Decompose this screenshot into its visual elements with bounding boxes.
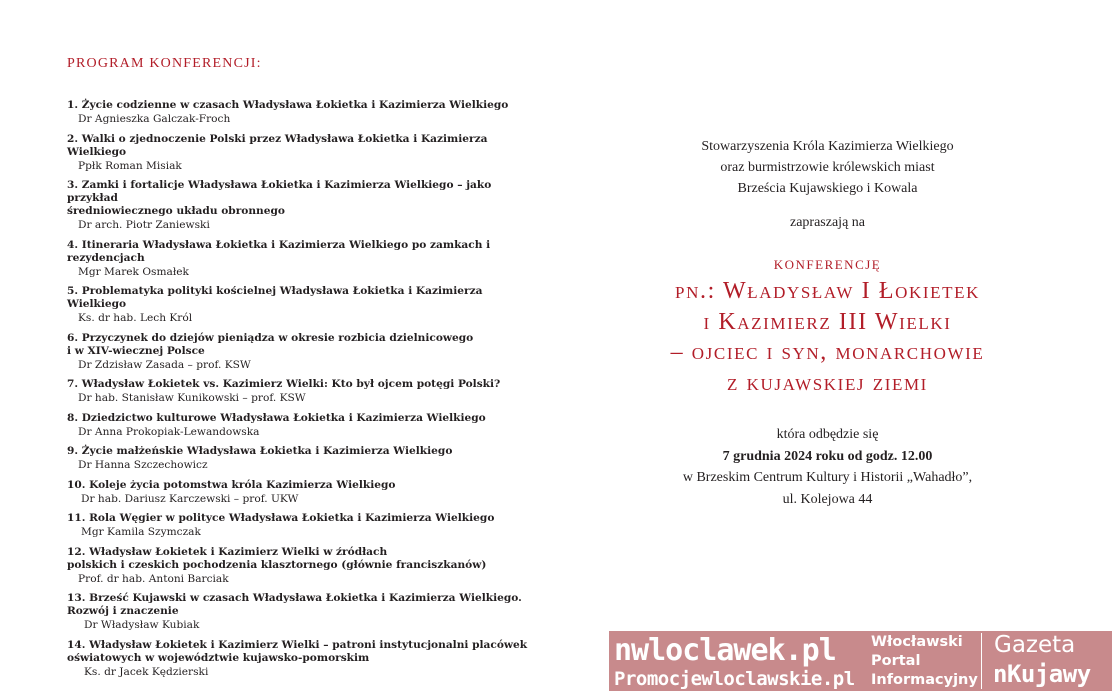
program-item-speaker: Dr hab. Stanisław Kunikowski – prof. KSW: [78, 392, 306, 404]
details-intro: która odbędzie się: [776, 427, 879, 442]
program-item-speaker: Dr Anna Prokopiak-Lewandowska: [78, 425, 260, 438]
event-venue: w Brzeskim Centrum Kultury i Historii „Wahadło”,: [682, 470, 973, 485]
organizer-line: Brześcia Kujawskiego i Kowala: [737, 181, 918, 196]
organizers: [630, 136, 1025, 199]
program-item-speaker: Mgr Kamila Szymczak: [81, 526, 201, 538]
program-heading: PROGRAM KONFERENCJI:: [67, 56, 262, 71]
program-item-speaker: Ppłk Roman Misiak: [78, 159, 182, 172]
banner-divider: [981, 633, 982, 689]
program-item-title: 4. Itineraria Władysława Łokietka i Kazimierza Wielkiego po zamkach i rezydencjach: [67, 238, 491, 264]
program-item-title: 7. Władysław Łokietek vs. Kazimierz Wielki: Kto był ojcem potęgi Polski?: [67, 378, 501, 390]
event-address: ul. Kolejowa 44: [782, 491, 873, 507]
program-item: [67, 133, 537, 173]
conference-title-line: – ojciec i syn, monarchowie: [670, 339, 985, 365]
program-item-title: 1. Życie codzienne w czasach Władysława Łokietka i Kazimierza Wielkiego: [67, 99, 509, 111]
program-item-title: 14. Władysław Łokietek i Kazimierz Wielki – patroni instytucjonalni placówek oświatowych w województwie kujawsko-pomorskim: [67, 638, 528, 664]
conference-title-line: z kujawskiej ziemi: [727, 369, 928, 396]
event-date: 7 grudnia 2024 roku od godz. 12.00: [722, 448, 933, 464]
conference-title-line: i Kazimierz III Wielki: [703, 308, 952, 335]
program-item-title: 2. Walki o zjednoczenie Polski przez Władysława Łokietka i Kazimierza Wielkiego: [67, 132, 488, 158]
program-item-title: 9. Życie małżeńskie Władysława Łokietka i Kazimierza Wielkiego: [67, 445, 453, 457]
program-item: [67, 479, 537, 506]
program-item-speaker: Dr Władysław Kubiak: [84, 619, 200, 631]
program-list: [67, 99, 537, 685]
program-item-speaker: Ks. dr hab. Lech Król: [78, 312, 193, 324]
program-item: [67, 285, 537, 325]
program-item: [67, 239, 537, 279]
program-item-title: 10. Koleje życia potomstwa króla Kazimierza Wielkiego: [67, 478, 396, 491]
program-item-speaker: Dr Agnieszka Galczak-Froch: [78, 113, 231, 125]
program-item: [67, 412, 537, 439]
program-item-title: 11. Rola Węgier w polityce Władysława Łokietka i Kazimierza Wielkiego: [67, 512, 495, 524]
program-item-title: 6. Przyczynek do dziejów pieniądza w okresie rozbicia dzielnicowego i w XIV-wiecznej Polsce: [67, 331, 474, 357]
portal-label-line: Portal: [871, 653, 921, 669]
program-item-title: 12. Władysław Łokietek i Kazimierz Wielki w źródłach polskich i czeskich pochodzenia klasztornego (głównie franciszkanów): [67, 545, 487, 571]
program-item-speaker: Dr Zdzisław Zasada – prof. KSW: [78, 358, 251, 371]
program-item: [67, 179, 537, 232]
program-item: [67, 639, 537, 679]
program-item-speaker: Prof. dr hab. Antoni Barciak: [78, 572, 229, 585]
site-name-nwloclawek: nwloclawek.pl: [614, 633, 836, 668]
organizer-line: Stowarzyszenia Króla Kazimierza Wielkiego: [701, 139, 954, 154]
invitation: [630, 136, 1025, 510]
event-details: [630, 424, 1025, 510]
program-item-speaker: Ks. dr Jacek Kędzierski: [84, 665, 209, 678]
conference-label: konferencję: [773, 253, 882, 273]
site-name-promocje: Promocjewloclawskie.pl: [614, 668, 855, 690]
program-item: [67, 99, 537, 126]
program-item-speaker: Dr hab. Dariusz Karczewski – prof. UKW: [81, 492, 299, 505]
portal-label-line: Informacyjny: [871, 672, 978, 688]
program-item-speaker: Dr Hanna Szczechowicz: [78, 459, 208, 471]
program-item: [67, 546, 537, 586]
program-item-speaker: Dr arch. Piotr Zaniewski: [78, 219, 210, 231]
portal-label-line: Włocławski: [871, 634, 963, 650]
gazeta-label: Gazeta: [994, 632, 1076, 658]
program-item: [67, 512, 537, 539]
nkujawy-label: nKujawy: [993, 660, 1091, 688]
program-item-speaker: Mgr Marek Osmałek: [78, 265, 189, 278]
program-item: [67, 332, 537, 372]
site-names: [614, 633, 855, 689]
program-item-title: 3. Zamki i fortalicje Władysława Łokietka i Kazimierza Wielkiego – jako przykład średniowiecznego układu obronnego: [67, 179, 492, 217]
invite-text: zapraszają na: [790, 215, 865, 230]
organizer-line: oraz burmistrzowie królewskich miast: [720, 160, 935, 175]
program-item-title: 5. Problematyka polityki kościelnej Władysława Łokietka i Kazimierza Wielkiego: [67, 285, 483, 310]
portal-label: [871, 633, 978, 690]
watermark-banner: [609, 631, 1112, 691]
conference-title-line: pn.: Władysław I Łokietek: [675, 278, 980, 304]
program-item: [67, 445, 537, 472]
program-item-title: 13. Brześć Kujawski w czasach Władysława Łokietka i Kazimierza Wielkiego. Rozwój i znaczenie: [67, 592, 522, 617]
conference-title: [630, 276, 1025, 398]
program-item-title: 8. Dziedzictwo kulturowe Władysława Łokietka i Kazimierza Wielkiego: [67, 411, 486, 424]
program-item: [67, 592, 537, 632]
program-item: [67, 378, 537, 405]
